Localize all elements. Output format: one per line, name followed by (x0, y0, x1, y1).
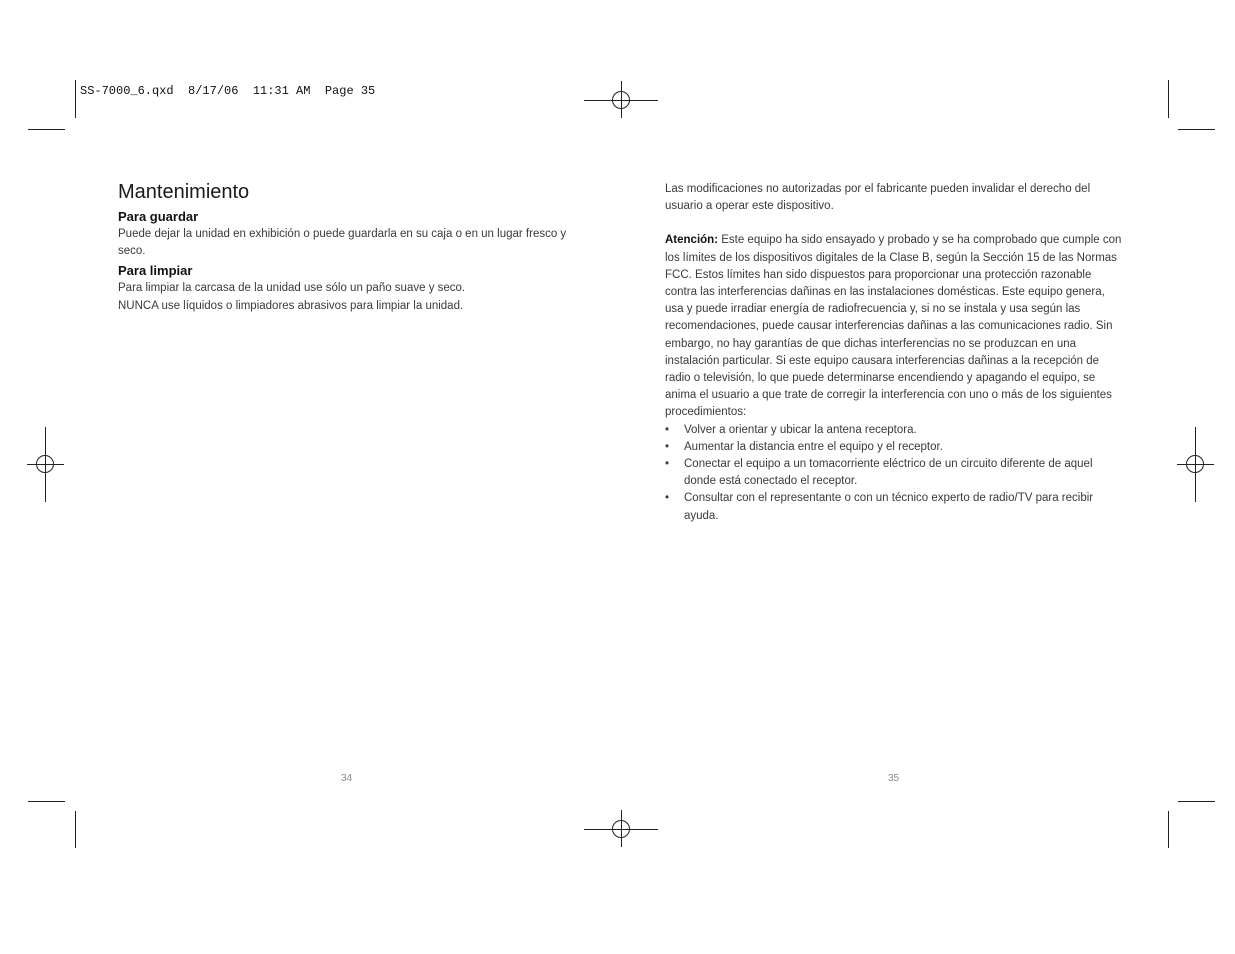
page-number-right: 35 (888, 773, 900, 784)
attention-label: Atención: (665, 234, 719, 247)
section-heading-cleaning: Para limpiar (118, 263, 193, 279)
section-text-cleaning-warning: NUNCA use líquidos o limpiadores abrasivos para limpiar la unidad. (118, 299, 464, 312)
page-title: Mantenimiento (118, 181, 250, 203)
intro-paragraph: Las modificaciones no autorizadas por el fabricante pueden invalidar el derecho del usuario a operar este dispositivo. (665, 183, 1091, 213)
crop-mark (75, 80, 76, 118)
list-item: • Volver a orientar y ubicar la antena receptora. (665, 422, 1125, 439)
bullet-icon: • (665, 440, 670, 453)
crop-mark (1168, 811, 1169, 848)
crop-mark (28, 801, 65, 802)
list-item: • Consultar con el representante o con un técnico experto de radio/TV para recibir ayuda. (665, 492, 1094, 522)
crop-mark (1168, 80, 1169, 118)
section-heading-storage: Para guardar (118, 209, 199, 224)
bullet-icon: • (665, 423, 670, 436)
crop-mark (1178, 801, 1215, 802)
bullet-icon: • (665, 492, 670, 505)
attention-paragraph (665, 232, 1125, 421)
left-page-content (118, 178, 568, 317)
crop-mark (75, 811, 76, 848)
page-number-left: 34 (341, 773, 353, 784)
section-text-cleaning: Para limpiar la carcasa de la unidad use sólo un paño suave y seco. (118, 282, 466, 295)
list-item: • Aumentar la distancia entre el equipo y el receptor. (665, 439, 1125, 456)
list-item: • Conectar el equipo a un tomacorriente eléctrico de un circuito diferente de aquel donde está conectado el receptor. (665, 458, 1093, 488)
crop-mark (1178, 129, 1215, 130)
bullet-icon: • (665, 458, 670, 471)
section-text-storage: Puede dejar la unidad en exhibición o puede guardarla en su caja o en un lugar fresco y seco. (118, 228, 567, 258)
crop-mark (28, 129, 65, 130)
print-slug-line: SS-7000_6.qxd 8/17/06 11:31 AM Page 35 (80, 84, 376, 98)
procedure-list (665, 422, 1125, 525)
attention-text: Este equipo ha sido ensayado y probado y se ha comprobado que cumple con los límites de los dispositivos digitales de la Clase B, según la Sección 15 de las Normas FCC. Estos límites han sido dispuestos para proporcionar una protección razonable contra las interferencias dañinas en las instalaciones domésticas. Este equipo genera, usa y puede irradiar energía de radiofrecuencia y, si no se instala y usa según las recomendaciones, puede causar interferencias dañinas a las comunicaciones radio. Sin embargo, no hay garantías de que dichas interferencias no se produzcan en una instalación particular. Si este equipo causara interferencias dañinas a la recepción de radio o televisión, lo que puede determinarse encendiendo y apagando el equipo, se anima el usuario a que trate de corregir la interferencia con uno o más de los siguientes procedimientos: (665, 234, 1122, 419)
right-page-content (665, 181, 1125, 525)
